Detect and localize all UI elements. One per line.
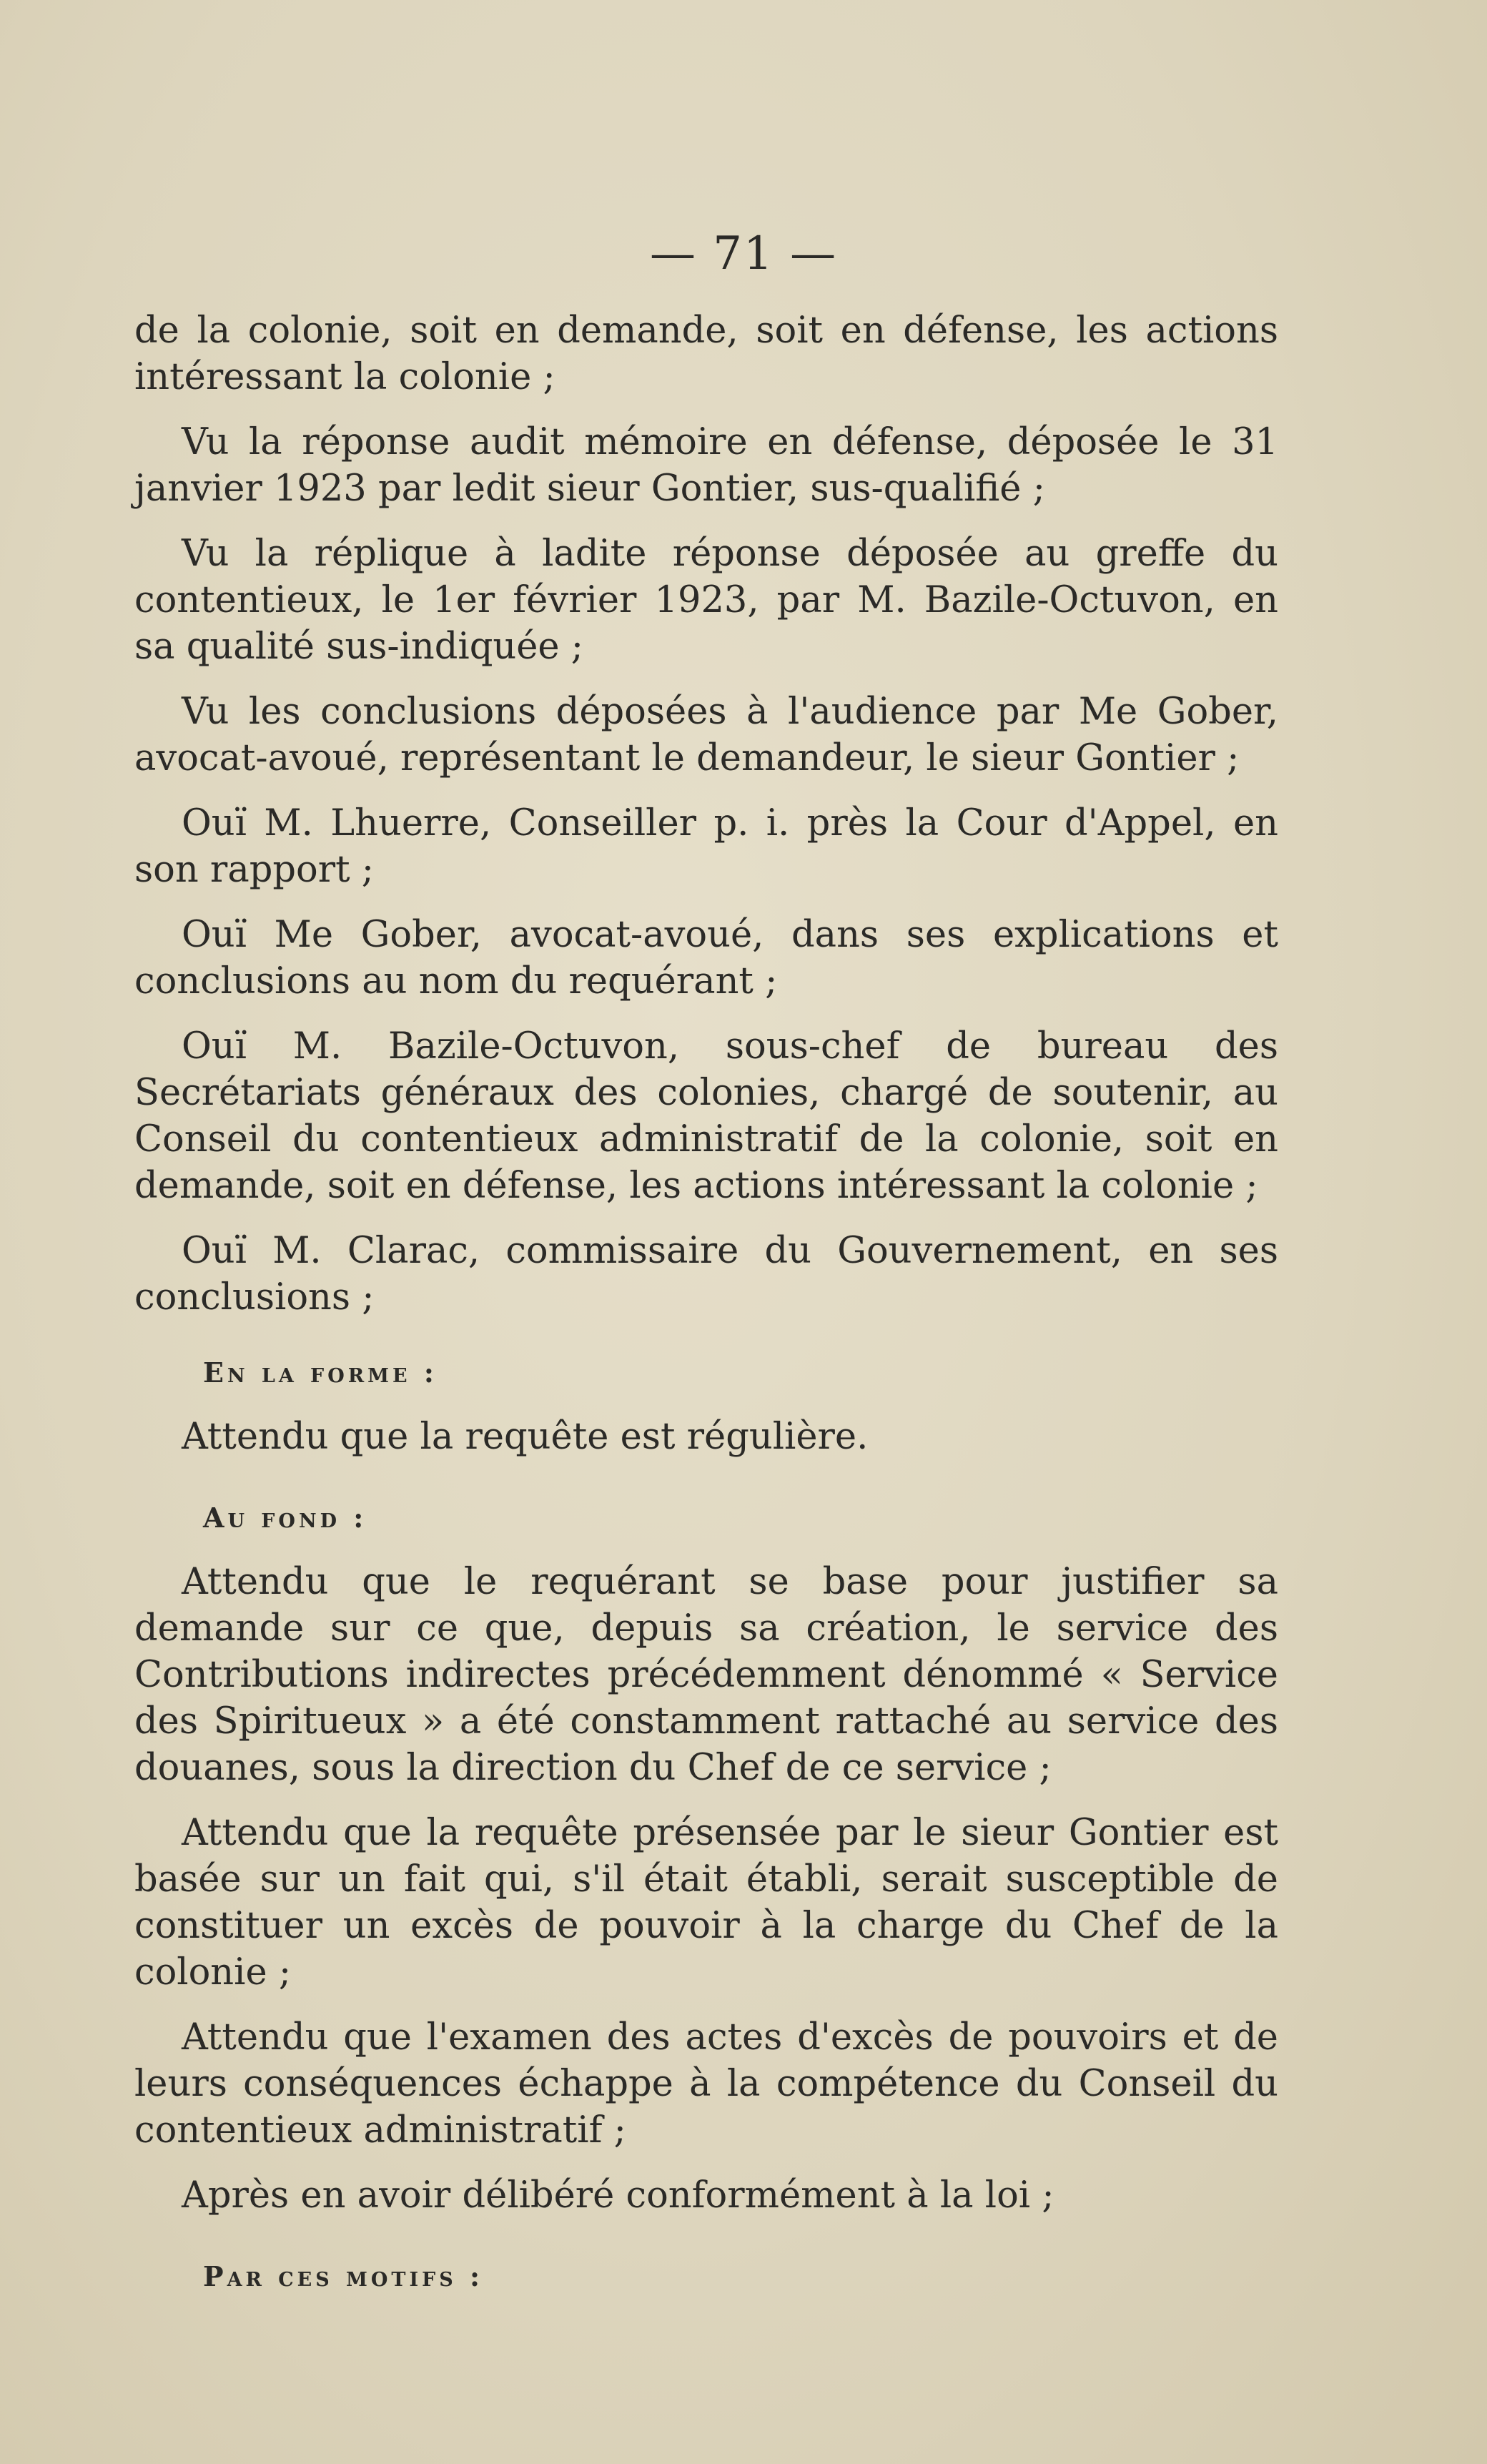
paragraph: Vu les conclusions déposées à l'audience par Me Gober, avocat-avoué, représentant le demandeur, le sieur Gontier ;	[134, 691, 1278, 779]
paragraph: Ouï M. Clarac, commissaire du Gouvernement, en ses conclusions ;	[134, 1230, 1278, 1319]
section-heading-fond: Au fond :	[203, 1502, 367, 1534]
paragraph: Attendu que la requête présensée par le sieur Gontier est basée sur un fait qui, s'il était établi, serait susceptible de constituer un excès de pouvoir à la charge du Chef de la colonie ;	[134, 1812, 1278, 1994]
paragraph: Après en avoir délibéré conformément à la loi ;	[182, 2174, 1054, 2217]
paragraph: Attendu que le requérant se base pour justifier sa demande sur ce que, depuis sa création, le service des Contributions indirectes précédemment dénommé « Service des Spiritueux » a été constamment rattaché au service des douanes, sous la direction du Chef de ce service ;	[134, 1561, 1278, 1789]
document-body	[134, 307, 1278, 2317]
paragraph: Ouï M. Lhuerre, Conseiller p. i. près la Cour d'Appel, en son rapport ;	[134, 802, 1278, 891]
section-heading-forme: En la forme :	[203, 1356, 438, 1389]
paragraph: de la colonie, soit en demande, soit en défense, les actions intéressant la colonie ;	[134, 310, 1278, 398]
paragraph: Vu la réplique à ladite réponse déposée au greffe du contentieux, le 1er février 1923, par M. Bazile-Octuvon, en sa qualité sus-indiquée ;	[134, 533, 1278, 668]
section-heading-motifs: Par ces motifs :	[203, 2260, 484, 2292]
page-number: — 71 —	[649, 227, 838, 280]
paragraph: Ouï Me Gober, avocat-avoué, dans ses explications et conclusions au nom du requérant ;	[134, 914, 1278, 1002]
paragraph: Attendu que la requête est régulière.	[182, 1416, 869, 1458]
paragraph: Vu la réponse audit mémoire en défense, déposée le 31 janvier 1923 par ledit sieur Gontier, sus-qualifié ;	[134, 421, 1278, 510]
paragraph: Attendu que l'examen des actes d'excès de pouvoirs et de leurs conséquences échappe à la compétence du Conseil du contentieux administratif ;	[134, 2016, 1278, 2152]
paragraph: Ouï M. Bazile-Octuvon, sous-chef de bureau des Secrétariats généraux des colonies, chargé de soutenir, au Conseil du contentieux administratif de la colonie, soit en demande, soit en défense, les actions intéressant la colonie ;	[134, 1025, 1278, 1207]
